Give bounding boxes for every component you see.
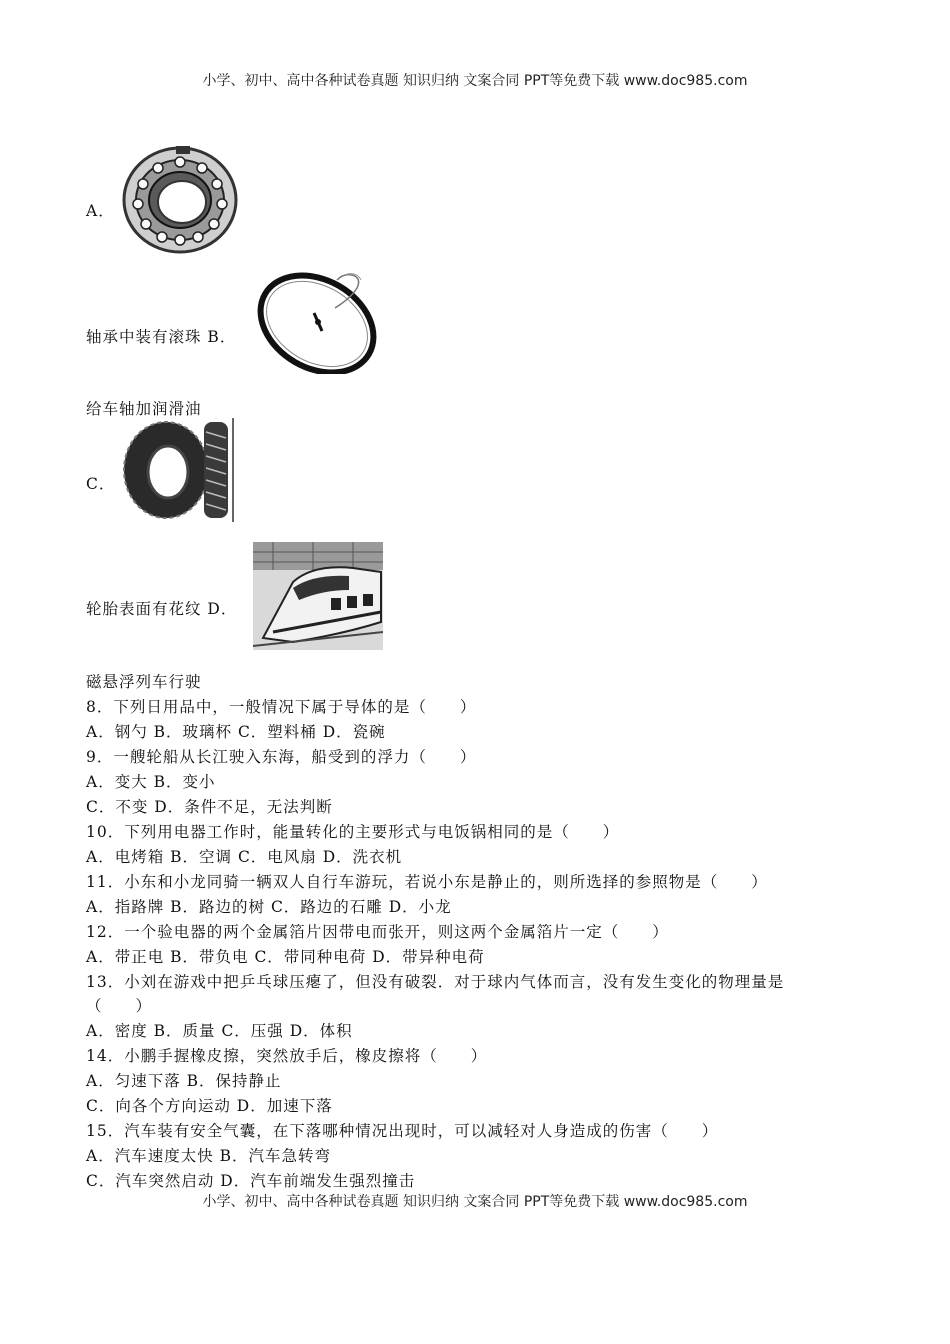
question-14-options-2: C．向各个方向运动 D．加速下落 [86,1097,333,1115]
question-9-options-2: C．不变 D．条件不足，无法判断 [86,798,333,816]
question-8-options: A．钢勺 B．玻璃杯 C．塑料桶 D．瓷碗 [86,723,386,741]
question-8: 8．下列日用品中，一般情况下属于导体的是（ ） [86,698,477,716]
page-header: 小学、初中、高中各种试卷真题 知识归纳 文案合同 PPT等免费下载 www.doc985.com [202,73,748,89]
question-13: 13．小刘在游戏中把乒乓球压瘪了，但没有破裂．对于球内气体而言，没有发生变化的物理量是 [86,973,785,991]
question-12-options: A．带正电 B．带负电 C．带同种电荷 D．带异种电荷 [86,948,485,966]
option-d-caption: 磁悬浮列车行驶 [86,673,202,691]
question-13-blank: （ ） [86,997,153,1015]
question-15: 15．汽车装有安全气囊，在下落哪种情况出现时，可以减轻对人身造成的伤害（ ） [86,1122,719,1140]
option-c-caption: 轮胎表面有花纹 D． [86,600,238,618]
page-footer: 小学、初中、高中各种试卷真题 知识归纳 文案合同 PPT等免费下载 www.doc985.com [202,1194,748,1210]
question-13-options: A．密度 B．质量 C．压强 D．体积 [86,1022,353,1040]
question-11: 11．小东和小龙同骑一辆双人自行车游玩，若说小东是静止的，则所选择的参照物是（ ） [86,873,768,891]
option-a-caption: 轴承中装有滚珠 B． [86,328,237,346]
question-11-options: A．指路牌 B．路边的树 C．路边的石雕 D．小龙 [86,898,452,916]
option-b-caption: 给车轴加润滑油 [86,400,202,418]
question-10-options: A．电烤箱 B．空调 C．电风扇 D．洗衣机 [86,848,403,866]
maglev-train-image [253,542,383,650]
question-15-options-2: C．汽车突然启动 D．汽车前端发生强烈撞击 [86,1172,416,1190]
tire-image [116,418,238,522]
question-15-options-1: A．汽车速度太快 B．汽车急转弯 [86,1147,332,1165]
wheel-image [252,268,387,374]
option-a-letter: A． [86,202,115,220]
question-12: 12．一个验电器的两个金属箔片因带电而张开，则这两个金属箔片一定（ ） [86,923,669,941]
question-10: 10．下列用电器工作时，能量转化的主要形式与电饭锅相同的是（ ） [86,823,620,841]
question-14-options-1: A．匀速下落 B．保持静止 [86,1072,282,1090]
question-9: 9．一艘轮船从长江驶入东海，船受到的浮力（ ） [86,748,477,766]
question-9-options-1: A．变大 B．变小 [86,773,216,791]
bearing-image [118,142,240,256]
option-c-letter: C． [86,475,116,493]
question-14: 14．小鹏手握橡皮擦，突然放手后，橡皮擦将（ ） [86,1047,488,1065]
